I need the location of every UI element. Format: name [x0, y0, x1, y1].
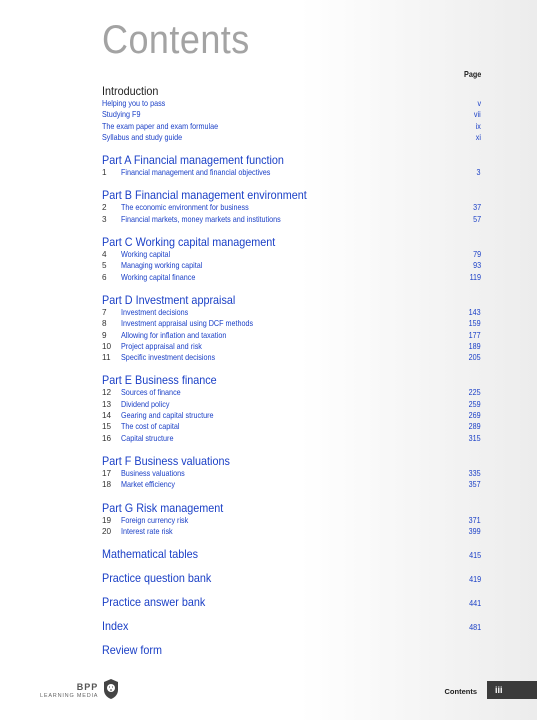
- toc-entry-page: 269: [468, 411, 481, 421]
- toc-entry[interactable]: [102, 167, 481, 178]
- toc-entry-page: ix: [475, 121, 481, 131]
- toc-entry-label[interactable]: The exam paper and exam formulae: [102, 121, 219, 131]
- toc-entry-label[interactable]: Syllabus and study guide: [102, 132, 183, 142]
- toc-entry[interactable]: [102, 433, 481, 444]
- toc-entry-label[interactable]: Financial management and financial objectives: [121, 168, 271, 178]
- footer-section-label: Contents: [444, 687, 477, 696]
- toc-entry-page: 159: [468, 319, 481, 329]
- toc-section-extra[interactable]: [102, 641, 481, 657]
- toc-entry-page: 415: [468, 550, 481, 561]
- toc-entry[interactable]: [102, 421, 481, 432]
- toc-section-extra[interactable]: [102, 617, 481, 633]
- chapter-number: 3: [102, 214, 107, 224]
- toc-entry-label[interactable]: Investment decisions: [121, 307, 189, 317]
- toc-entry-label[interactable]: The economic environment for business: [121, 203, 249, 213]
- toc-entry-page: 93: [472, 261, 481, 271]
- chapter-number: 18: [102, 480, 112, 490]
- toc-entry-page: 205: [468, 353, 481, 363]
- chapter-number: 15: [102, 422, 112, 432]
- chapter-number: 2: [102, 203, 107, 213]
- chapter-number: 4: [102, 250, 107, 260]
- toc-entry-label[interactable]: Allowing for inflation and taxation: [121, 330, 227, 340]
- chapter-number: 17: [102, 468, 112, 478]
- toc-entry-label[interactable]: Specific investment decisions: [121, 353, 216, 363]
- chapter-number: 7: [102, 307, 107, 317]
- toc-entry[interactable]: [102, 249, 481, 260]
- toc-entry[interactable]: [102, 387, 481, 398]
- toc-section-part: [102, 499, 481, 538]
- toc-section-extra[interactable]: [102, 593, 481, 609]
- toc-entry-label[interactable]: The cost of capital: [121, 422, 180, 432]
- section-heading[interactable]: Practice question bank: [102, 571, 212, 586]
- chapter-number: 12: [102, 388, 112, 398]
- section-heading: Introduction: [102, 84, 159, 98]
- toc-entry-label[interactable]: Dividend policy: [121, 399, 170, 409]
- toc-entry-label[interactable]: Studying F9: [102, 110, 141, 120]
- toc-entry-label[interactable]: Managing working capital: [121, 261, 203, 271]
- toc-entry-page: 315: [468, 433, 481, 443]
- toc-entry-label[interactable]: Market efficiency: [121, 480, 175, 490]
- toc-section-extra[interactable]: [102, 569, 481, 585]
- toc-entry[interactable]: [102, 526, 481, 537]
- toc-entry[interactable]: [102, 132, 481, 143]
- toc-entry-page: 177: [468, 330, 481, 340]
- section-heading[interactable]: Practice answer bank: [102, 595, 206, 610]
- toc-entry-page: v: [477, 99, 481, 108]
- section-heading[interactable]: Index: [102, 619, 129, 634]
- toc-section-part: [102, 291, 481, 363]
- toc-entry-page: 79: [472, 250, 481, 260]
- toc-entry-page: vii: [474, 110, 481, 120]
- toc-entry-page: 57: [472, 214, 481, 224]
- chapter-number: 8: [102, 319, 107, 329]
- toc-section-extra[interactable]: [102, 545, 481, 561]
- toc-entry-page: 189: [468, 341, 481, 351]
- toc-entry[interactable]: [102, 260, 481, 271]
- toc-entry-page: 335: [468, 468, 481, 478]
- lion-icon: [102, 678, 120, 700]
- section-heading[interactable]: Part C Working capital management: [102, 235, 276, 250]
- page-column-header: Page: [463, 69, 481, 79]
- chapter-number: 11: [102, 353, 111, 363]
- toc-section-part: [102, 371, 481, 443]
- toc-entry-page: 119: [469, 272, 481, 282]
- toc-entry-label[interactable]: Investment appraisal using DCF methods: [121, 319, 254, 329]
- toc-entry-label[interactable]: Working capital finance: [121, 272, 196, 282]
- chapter-number: 20: [102, 526, 112, 536]
- toc-entry[interactable]: [102, 202, 481, 213]
- section-heading[interactable]: Part G Risk management: [102, 500, 224, 515]
- chapter-number: 6: [102, 272, 107, 282]
- toc-entry[interactable]: [102, 399, 481, 410]
- toc-section-part: [102, 151, 481, 178]
- page-title: Contents: [102, 18, 250, 62]
- toc-entry-label[interactable]: Gearing and capital structure: [121, 411, 214, 421]
- toc-entry-label[interactable]: Foreign currency risk: [121, 515, 189, 525]
- section-heading[interactable]: Part E Business finance: [102, 373, 217, 388]
- section-heading[interactable]: Part B Financial management environment: [102, 188, 307, 203]
- section-heading[interactable]: Mathematical tables: [102, 547, 199, 562]
- publisher-logo: [40, 678, 120, 700]
- toc-entry[interactable]: [102, 214, 481, 225]
- toc-entry-page: 259: [468, 399, 481, 409]
- toc-entry[interactable]: [102, 98, 481, 109]
- toc-entry-page: 419: [468, 574, 481, 585]
- toc-entry[interactable]: [102, 307, 481, 318]
- toc-entry-label[interactable]: Project appraisal and risk: [121, 341, 202, 351]
- toc-section-part: [102, 452, 481, 491]
- logo-name: BPP: [76, 682, 99, 692]
- toc-entry[interactable]: [102, 272, 481, 283]
- toc-entry[interactable]: [102, 341, 481, 352]
- toc-entry-page: 37: [472, 203, 481, 213]
- toc-extras: [102, 545, 481, 657]
- toc-entry[interactable]: [102, 121, 481, 132]
- chapter-number: 14: [102, 411, 112, 421]
- toc-entry-label[interactable]: Sources of finance: [121, 388, 181, 398]
- toc-entry-page: 143: [468, 307, 481, 317]
- toc-entry[interactable]: [102, 479, 481, 490]
- table-of-contents: [102, 82, 481, 657]
- toc-entry-label[interactable]: Capital structure: [121, 433, 174, 443]
- section-heading[interactable]: Review form: [102, 643, 163, 658]
- toc-entry-page: 399: [468, 526, 481, 536]
- section-heading[interactable]: Part D Investment appraisal: [102, 292, 236, 307]
- chapter-number: 10: [102, 341, 112, 351]
- section-heading[interactable]: Part A Financial management function: [102, 153, 284, 168]
- chapter-number: 5: [102, 261, 107, 271]
- toc-parts: [102, 151, 481, 537]
- toc-entry[interactable]: [102, 410, 481, 421]
- toc-entry-page: 289: [468, 422, 481, 432]
- chapter-number: 9: [102, 330, 107, 340]
- section-heading[interactable]: Part F Business valuations: [102, 453, 230, 468]
- toc-entry-page: 357: [468, 480, 481, 490]
- toc-entry-label[interactable]: Business valuations: [121, 468, 185, 478]
- toc-section-introduction: [102, 82, 481, 143]
- toc-entry[interactable]: [102, 352, 481, 363]
- toc-entry-page: xi: [475, 132, 481, 142]
- toc-entry-label[interactable]: Financial markets, money markets and institutions: [121, 214, 281, 224]
- toc-entry-page: 225: [468, 388, 481, 398]
- toc-entry[interactable]: [102, 318, 481, 329]
- toc-section-part: [102, 233, 481, 283]
- chapter-number: 1: [102, 168, 107, 178]
- logo-subtitle: LEARNING MEDIA: [40, 693, 99, 699]
- toc-entry-page: 481: [468, 622, 481, 633]
- page-number-tab: iii: [487, 681, 537, 699]
- toc-entry-page: 371: [468, 515, 481, 525]
- toc-entry[interactable]: [102, 468, 481, 479]
- toc-entry-label[interactable]: Working capital: [121, 250, 171, 260]
- toc-entry-label[interactable]: Interest rate risk: [121, 526, 173, 536]
- toc-entry[interactable]: [102, 330, 481, 341]
- toc-entry-label[interactable]: Helping you to pass: [102, 99, 166, 108]
- chapter-number: 16: [102, 433, 112, 443]
- toc-entry[interactable]: [102, 109, 481, 120]
- toc-section-part: [102, 186, 481, 225]
- toc-entry-page: 441: [468, 598, 481, 609]
- toc-entry[interactable]: [102, 515, 481, 526]
- toc-entry-page: 3: [476, 168, 481, 178]
- chapter-number: 19: [102, 515, 112, 525]
- chapter-number: 13: [102, 399, 112, 409]
